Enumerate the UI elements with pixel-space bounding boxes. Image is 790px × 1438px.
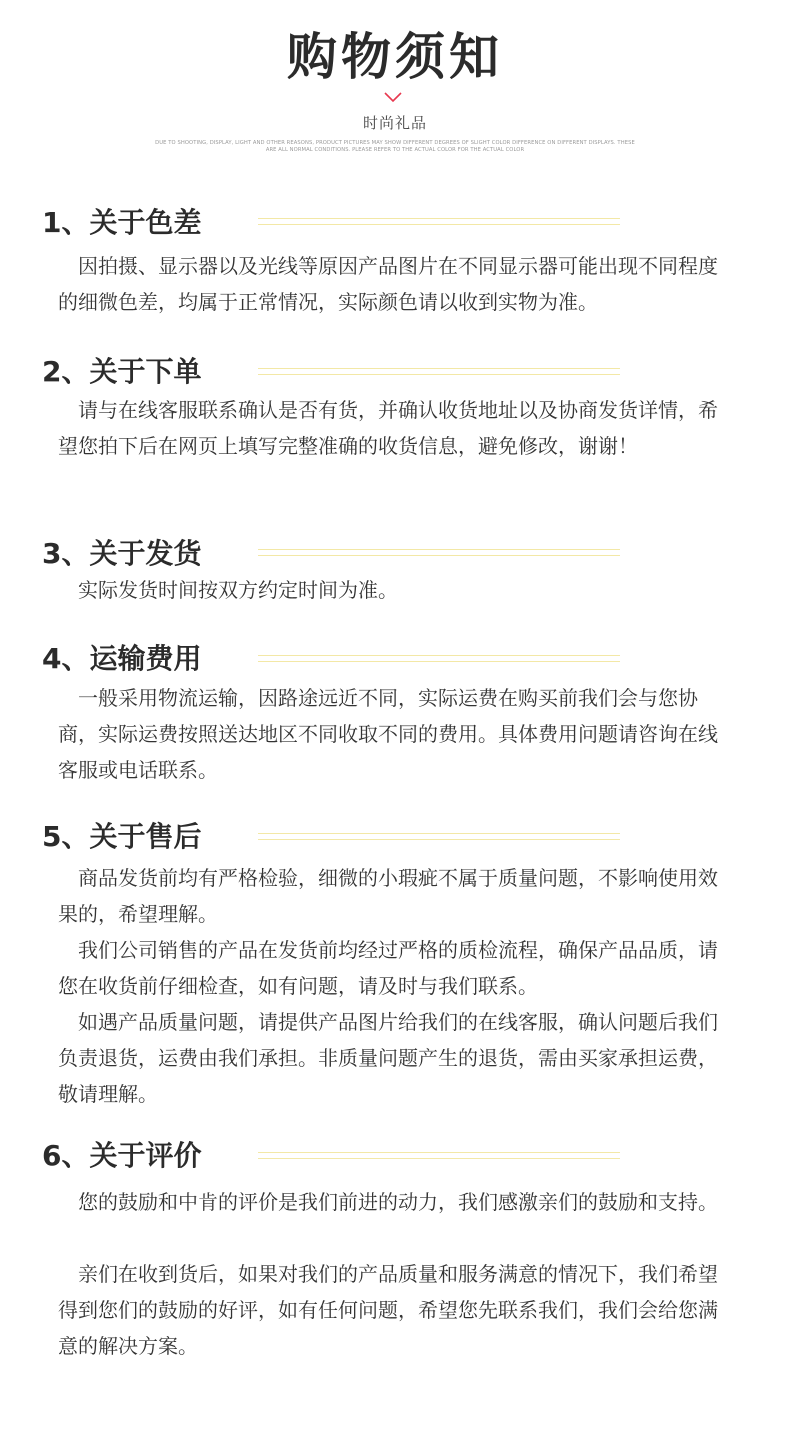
section-heading-after-sales: 5、关于售后 <box>42 820 202 853</box>
section-paragraph: 一般采用物流运输，因路途远近不同，实际运费在购买前我们会与您协商，实际运费按照送达地区不同收取不同的费用。具体费用问题请咨询在线客服或电话联系。 <box>58 686 718 782</box>
section-heading-color-difference: 1、关于色差 <box>42 206 202 239</box>
section-paragraph: 商品发货前均有严格检验，细微的小瑕疵不属于质量问题，不影响使用效果的，希望理解。 <box>58 866 718 926</box>
disclaimer-text: DUE TO SHOOTING, DISPLAY, LIGHT AND OTHER REASONS, PRODUCT PICTURES MAY SHOW DIFFERENT DEGREES OF SLIGHT COLOR DIFFERENCE ON DIFFERENT DISPLAYS. THESE ARE ALL NORMAL CONDITIONS. PLEASE REFER TO THE ACTUAL COLOR FOR THE ACTUAL COLOR <box>155 140 635 153</box>
section-paragraph: 因拍摄、显示器以及光线等原因产品图片在不同显示器可能出现不同程度的细微色差，均属于正常情况，实际颜色请以收到实物为准。 <box>58 254 718 314</box>
section-heading-shipping: 3、关于发货 <box>42 537 202 570</box>
section-paragraph: 请与在线客服联系确认是否有货，并确认收货地址以及协商发货详情，希望您拍下后在网页上填写完整准确的收货信息，避免修改，谢谢！ <box>58 398 718 458</box>
section-heading-ordering: 2、关于下单 <box>42 355 202 388</box>
heading-decoration <box>258 549 620 557</box>
heading-decoration <box>258 1152 620 1160</box>
page-title: 购物须知 <box>287 28 503 86</box>
heading-decoration <box>258 218 620 226</box>
section-paragraph: 如遇产品质量问题，请提供产品图片给我们的在线客服，确认问题后我们负责退货，运费由我们承担。非质量问题产生的退货，需由买家承担运费，敬请理解。 <box>58 1010 718 1106</box>
page-subtitle: 时尚礼品 <box>362 114 427 132</box>
heading-decoration <box>258 368 620 376</box>
section-paragraph: 我们公司销售的产品在发货前均经过严格的质检流程，确保产品品质，请您在收货前仔细检查，如有问题，请及时与我们联系。 <box>58 938 718 998</box>
section-heading-reviews: 6、关于评价 <box>42 1139 202 1172</box>
section-heading-freight: 4、运输费用 <box>42 642 202 675</box>
section-paragraph: 您的鼓励和中肯的评价是我们前进的动力，我们感激亲们的鼓励和支持。 <box>78 1190 718 1214</box>
section-paragraph: 亲们在收到货后，如果对我们的产品质量和服务满意的情况下，我们希望得到您们的鼓励的好评，如有任何问题，希望您先联系我们，我们会给您满意的解决方案。 <box>58 1262 718 1358</box>
section-paragraph: 实际发货时间按双方约定时间为准。 <box>78 578 398 602</box>
heading-decoration <box>258 655 620 663</box>
chevron-down-icon <box>383 90 403 104</box>
heading-decoration <box>258 833 620 841</box>
